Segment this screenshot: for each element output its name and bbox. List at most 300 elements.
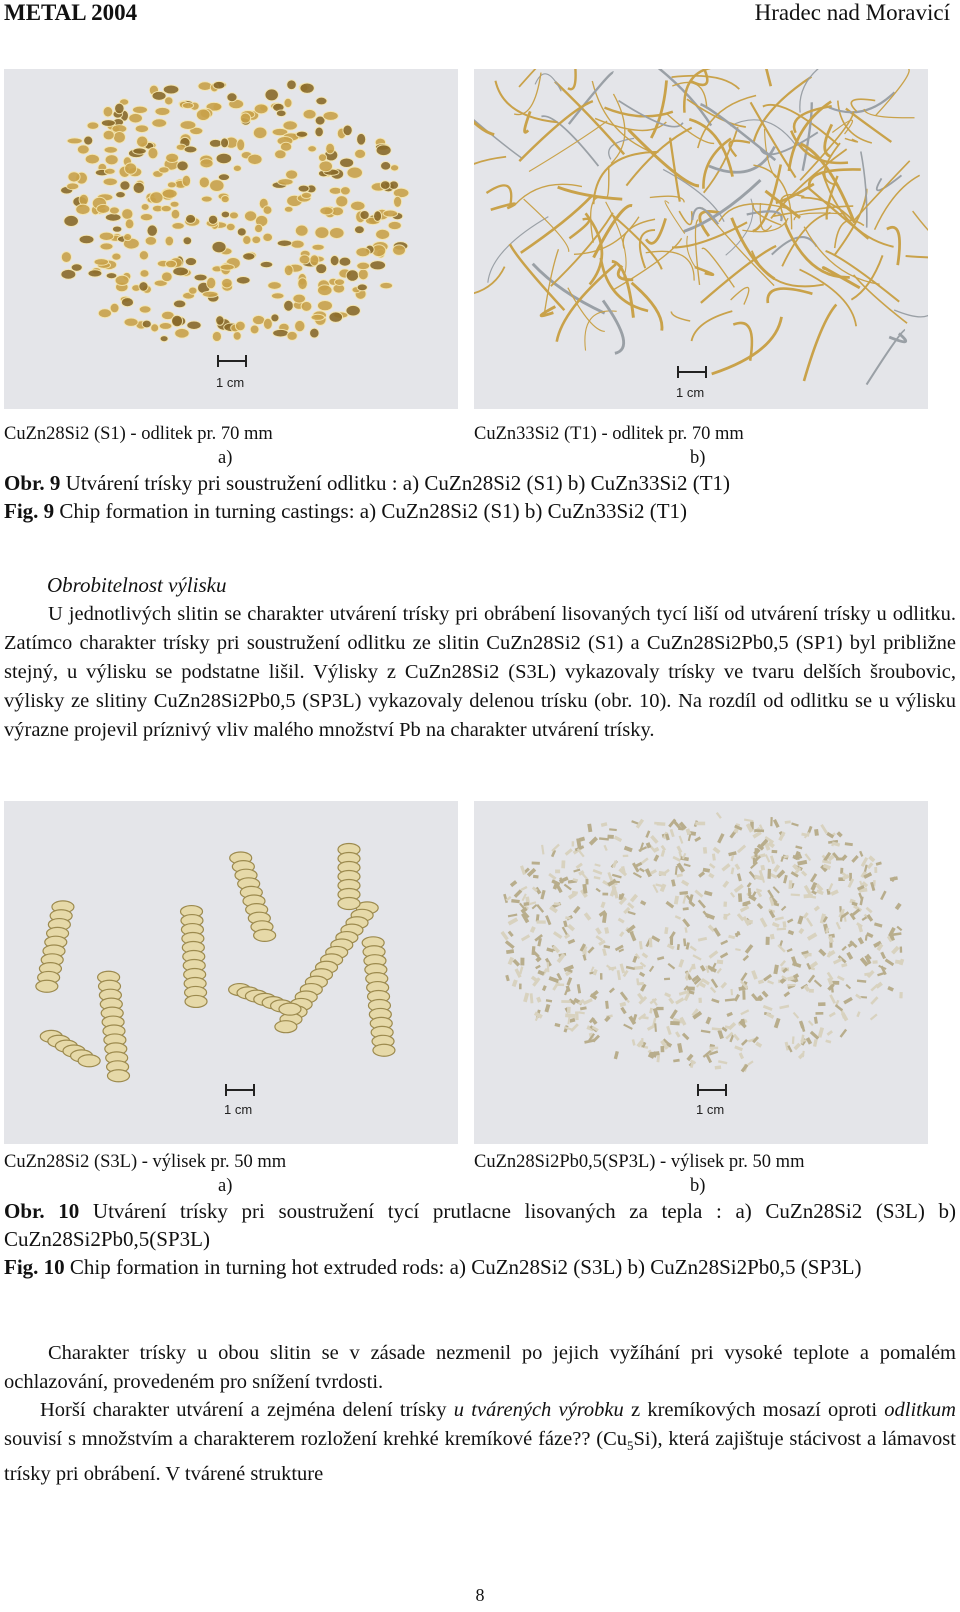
chip (626, 966, 635, 970)
chip (536, 997, 541, 1003)
chip (875, 175, 920, 229)
chip (773, 864, 780, 872)
chip (594, 876, 601, 880)
chip (393, 245, 406, 255)
chip (273, 329, 289, 337)
chip (880, 952, 886, 960)
chip (773, 965, 778, 975)
chip (891, 946, 900, 955)
chip (664, 992, 671, 998)
section-paragraph: U jednotlivých slitin se charakter utvárení trísky pri obrábení lisovaných tycí liší od utvárení trísky u odlitku. Zatímco charakter trísky pri soustružení odlitku ze slitin CuZn28Si2 (S1) a CuZn28Si2Pb0,5 (SP1) byl približne stejný, u výlisku se podstatne lišil. Výlisky z CuZn28Si2 (S3L) vykazovaly trísky ve tvaru delších šroubovic, výlisky ze slitiny CuZn28Si2Pb0,5 (SP3L) vykazovaly delenou trísku (obr. 10). Na rozdíl od odlitku se u výlisku výrazne projevil príznivý vliv malého množství Pb na charakter utvárení trísky. (4, 603, 956, 741)
chip (189, 287, 197, 294)
chip (529, 121, 607, 171)
chip (514, 889, 523, 898)
chip (112, 226, 121, 232)
chip (682, 1033, 690, 1041)
chip (785, 820, 791, 824)
chip (172, 315, 183, 327)
chip (742, 990, 745, 1000)
chip (85, 154, 99, 164)
chip (804, 885, 812, 895)
chip (212, 331, 221, 341)
chip (580, 1006, 587, 1010)
chip (604, 927, 609, 934)
chip (248, 154, 262, 165)
chip (628, 130, 699, 186)
chip (99, 232, 114, 240)
chip (529, 901, 536, 905)
chip (712, 854, 716, 861)
chip (723, 902, 727, 907)
chip (639, 941, 643, 950)
chip (350, 201, 365, 210)
chip (779, 1005, 789, 1010)
chip (159, 167, 170, 173)
chip (841, 946, 846, 951)
chip (586, 879, 589, 885)
chip (103, 106, 113, 117)
chip (758, 979, 764, 984)
chip (160, 336, 168, 342)
chip (804, 227, 880, 285)
chip (167, 182, 176, 188)
chip (612, 874, 622, 879)
chip (682, 894, 687, 904)
chip (330, 255, 339, 265)
chip (717, 968, 722, 974)
chip (519, 69, 574, 87)
chip (186, 215, 196, 224)
chip (370, 261, 386, 270)
chip (720, 940, 728, 945)
chip (710, 987, 716, 994)
chip (103, 178, 117, 186)
chip (356, 248, 370, 257)
chip (505, 975, 509, 981)
chip (854, 275, 907, 323)
chip (818, 1002, 825, 1006)
chip (508, 914, 518, 918)
chip (380, 181, 390, 190)
chip (535, 965, 541, 969)
chip (607, 166, 609, 197)
chip (633, 872, 642, 878)
chip (836, 922, 841, 930)
chip (393, 188, 409, 197)
chip (730, 892, 735, 898)
chip (594, 863, 600, 867)
chip (733, 1034, 740, 1041)
chip (315, 127, 324, 137)
chip (603, 300, 624, 353)
chip (152, 119, 167, 128)
sublabel-a: a) (218, 448, 233, 468)
chip (843, 997, 853, 1005)
chip (530, 993, 534, 1003)
chip (303, 109, 316, 119)
chip (765, 854, 770, 862)
chip (180, 121, 196, 130)
chip (679, 211, 692, 224)
chip (263, 233, 273, 241)
chip (317, 285, 332, 296)
chip (383, 210, 398, 217)
chip (602, 948, 607, 956)
chip (524, 902, 530, 906)
chip (520, 958, 524, 966)
chip (641, 1016, 649, 1020)
chip (748, 888, 751, 896)
chip (686, 1054, 693, 1062)
chip (728, 935, 735, 939)
chip (690, 945, 697, 951)
chip (222, 278, 233, 288)
chip (623, 1024, 633, 1030)
chip (486, 185, 511, 205)
chip (733, 323, 752, 361)
chip (562, 927, 568, 936)
chip (710, 1047, 719, 1050)
chip (840, 1029, 848, 1038)
chip (876, 69, 909, 115)
chip (722, 880, 729, 888)
chip (828, 883, 833, 891)
chip (88, 270, 102, 277)
chip (161, 205, 171, 211)
chip (320, 207, 333, 215)
chip (343, 125, 352, 136)
chip (316, 264, 327, 274)
chip (280, 142, 291, 151)
chip (201, 196, 212, 202)
chip (388, 221, 401, 229)
chip (875, 982, 883, 989)
chip (664, 927, 668, 934)
chip (607, 872, 613, 881)
chip (814, 829, 819, 836)
chip (675, 1031, 681, 1037)
chip (334, 279, 344, 286)
chip (113, 131, 125, 143)
chip (855, 994, 862, 1000)
chip (678, 959, 684, 968)
chip (838, 101, 872, 143)
chip (568, 939, 576, 945)
chip (692, 311, 733, 341)
chip (287, 331, 297, 340)
chip (740, 1009, 749, 1015)
chip (852, 908, 860, 916)
chip (244, 211, 256, 222)
chip (213, 81, 225, 89)
chip (129, 113, 143, 123)
chip (818, 948, 826, 956)
chip (797, 860, 807, 866)
chip (672, 856, 680, 862)
chip (899, 992, 902, 998)
chip (772, 850, 778, 853)
chip (731, 867, 735, 874)
chip (835, 1004, 843, 1011)
chip (221, 211, 230, 218)
chip (874, 867, 877, 873)
chip (760, 917, 768, 927)
chip (587, 946, 594, 953)
chip (695, 822, 705, 826)
chip (218, 174, 229, 181)
chip (565, 848, 573, 856)
chip (207, 277, 216, 289)
chip (649, 938, 653, 948)
chip (67, 138, 82, 144)
sublabel-a: a) (218, 1176, 233, 1196)
chip (172, 223, 185, 230)
chip (524, 199, 569, 252)
chip (864, 109, 914, 118)
chip (569, 219, 589, 239)
chip (563, 920, 568, 927)
chip (650, 869, 657, 875)
chip (852, 902, 858, 906)
scale-label: 1 cm (676, 385, 705, 400)
chip (474, 157, 506, 195)
chip (793, 1043, 800, 1051)
chip (584, 912, 592, 920)
chip (142, 320, 151, 328)
chip (679, 835, 684, 843)
chip (619, 1002, 626, 1007)
chip (237, 139, 245, 151)
chip (661, 845, 666, 851)
chip (587, 824, 592, 833)
chip (653, 855, 659, 862)
chip (537, 920, 546, 923)
chip (757, 69, 771, 86)
chip (836, 831, 842, 837)
chip (535, 956, 541, 962)
chip (893, 932, 902, 936)
chip (319, 161, 333, 172)
chip (600, 901, 605, 908)
chip (641, 857, 649, 864)
chip (316, 97, 327, 105)
chip (815, 1012, 823, 1015)
chip (808, 975, 815, 984)
chip (683, 907, 689, 910)
chip (300, 83, 314, 93)
chip (159, 323, 172, 330)
chip (634, 862, 642, 868)
chip (677, 1043, 683, 1053)
chip (338, 898, 360, 910)
chip (336, 196, 348, 207)
chip (657, 956, 664, 960)
chip (692, 954, 701, 960)
chip (705, 1017, 711, 1025)
chip (94, 259, 109, 266)
chip (745, 944, 754, 954)
chip (226, 223, 235, 230)
chip (132, 106, 147, 113)
chip (629, 931, 636, 941)
chip (896, 926, 902, 931)
chip (740, 972, 747, 981)
chip (639, 868, 645, 873)
chip (651, 935, 660, 942)
chip (514, 73, 541, 115)
chip (670, 829, 675, 837)
scale-label: 1 cm (696, 1102, 725, 1117)
chip (801, 870, 807, 876)
chip (115, 275, 129, 285)
chip (605, 1001, 609, 1009)
chip (589, 836, 598, 845)
chip (698, 899, 706, 908)
chip (620, 963, 626, 973)
photo-chips-sp3l-extruded (474, 801, 928, 1144)
chip (782, 921, 786, 927)
chip (730, 989, 733, 995)
chip (737, 845, 746, 854)
chip (79, 235, 94, 244)
chip (665, 834, 670, 841)
chip (109, 207, 119, 214)
chip (537, 970, 544, 976)
chip (253, 127, 267, 139)
chip (753, 848, 760, 855)
chip (566, 977, 572, 986)
chip (237, 228, 246, 236)
chip (675, 866, 678, 875)
chip (212, 241, 226, 253)
chip (340, 158, 354, 168)
chip (618, 918, 625, 924)
chip (632, 1039, 636, 1046)
chip (474, 267, 505, 297)
chip (642, 952, 649, 958)
chip (681, 880, 689, 887)
chip (276, 110, 286, 117)
chip (576, 863, 583, 869)
chip (666, 901, 675, 909)
chip (783, 875, 788, 884)
chip (286, 170, 298, 179)
chip (767, 869, 771, 879)
chip (661, 850, 666, 857)
chip (712, 1027, 722, 1031)
chip (776, 184, 814, 203)
chip (684, 180, 761, 231)
chip (139, 306, 151, 313)
chip (814, 1017, 818, 1024)
chip (798, 928, 804, 934)
chip (825, 1039, 831, 1043)
chip (737, 873, 742, 881)
chip (124, 318, 138, 326)
chip (182, 175, 190, 186)
chip (545, 915, 551, 925)
chip (575, 1011, 579, 1020)
caption-photo-a: CuZn28Si2 (S3L) - výlisek pr. 50 mm (4, 1152, 287, 1172)
chip (829, 994, 836, 1004)
chip (145, 237, 156, 246)
chip (846, 952, 853, 960)
chip (357, 133, 366, 145)
chip (198, 82, 212, 91)
chip (735, 863, 741, 870)
chip (674, 896, 679, 905)
chip (636, 978, 639, 985)
chip (632, 956, 637, 963)
chip (900, 947, 903, 953)
chip (139, 251, 148, 260)
chip (243, 236, 251, 245)
chip (209, 139, 221, 147)
chip (730, 855, 734, 861)
chip (810, 873, 817, 882)
chip (619, 931, 624, 937)
chip (315, 227, 329, 239)
chip (567, 924, 575, 931)
chip (841, 963, 847, 967)
chip (738, 893, 742, 902)
chip (845, 138, 858, 141)
chip (329, 187, 342, 194)
chip (787, 918, 793, 923)
chip (713, 847, 721, 854)
chip (799, 1021, 805, 1029)
chip (549, 976, 560, 983)
chip (326, 143, 335, 154)
chip (859, 851, 863, 857)
chip (554, 1023, 560, 1027)
chip (229, 212, 238, 219)
chip (609, 828, 617, 831)
chip (185, 995, 207, 1007)
chip (577, 984, 581, 993)
chip (291, 240, 304, 248)
chip (813, 1039, 818, 1047)
figure-9-caption-cz: Obr. 9 Utvárení trísky pri soustružení odlitku : a) CuZn28Si2 (S1) b) CuZn33Si2 (T1) (4, 471, 731, 495)
chip (295, 320, 305, 331)
chip (243, 253, 255, 260)
chip (673, 1059, 680, 1063)
chip (716, 812, 722, 819)
chip (603, 945, 610, 949)
chip (77, 145, 89, 154)
chip (125, 219, 134, 229)
chip (101, 120, 115, 127)
chip (698, 937, 707, 942)
chip (656, 1007, 663, 1010)
chip (802, 1051, 805, 1058)
chip (720, 982, 727, 989)
chip (553, 931, 562, 939)
chip (676, 873, 683, 877)
chip (163, 85, 179, 94)
chip (734, 884, 744, 893)
chip (739, 1052, 744, 1059)
chip (676, 863, 685, 873)
chip (202, 291, 218, 297)
chip (564, 884, 572, 891)
chip (708, 873, 714, 879)
chip (175, 328, 190, 338)
scale-bar-icon (676, 366, 706, 400)
chip (194, 274, 207, 281)
photo-chips-t1-casting (474, 69, 928, 409)
chip (139, 282, 148, 292)
